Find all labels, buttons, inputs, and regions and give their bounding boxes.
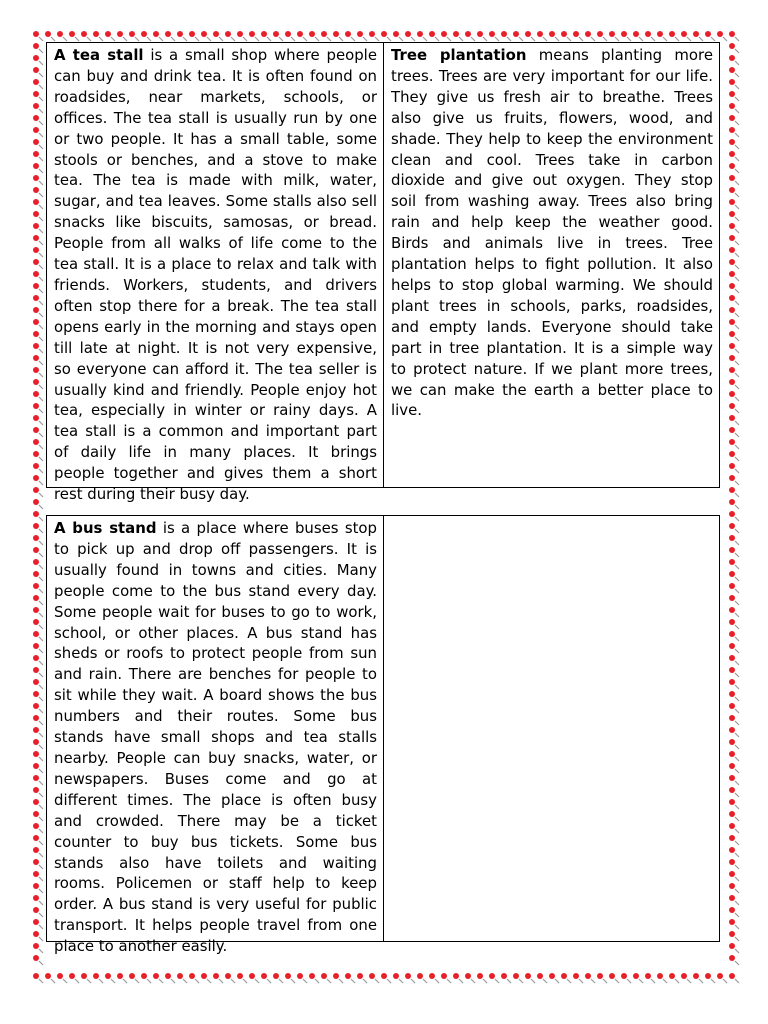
empty-cell — [383, 516, 719, 941]
top-table — [46, 42, 720, 504]
bus-stand-heading: A bus stand — [54, 519, 157, 537]
bottom-table — [46, 515, 720, 956]
tea-stall-body: is a small shop where people can buy and drink tea. It is often found on roadsides, near markets, schools, or offices. The tea stall is usually run by one or two people. It has a small table, some stools or benches, and a stove to make tea. The tea is made with milk, water, sugar, and tea leaves. Some stalls also sell snacks like biscuits, samosas, or bread. People from all walks of life come to the tea stall. It is a place to relax and talk with friends. Workers, students, and drivers often stop there for a break. The tea stall opens early in the morning and stays open till late at night. It is not very expensive, so everyone can afford it. The tea seller is usually kind and friendly. People enjoy hot tea, especially in winter or rainy days. A tea stall is a common and important part of daily life in many places. It brings people together and gives them a short rest during their busy day. — [54, 46, 377, 504]
tree-plantation-body: means planting more trees. Trees are very important for our life. They give us fresh air to breathe. Trees also give us fruits, flowers, wood, and shade. They help to keep the environment clean and cool. Trees take in carbon dioxide and give out oxygen. They stop soil from washing away. Trees also bring rain and help keep the weather good. Birds and animals live in trees. Tree plantation helps to fight pollution. It also helps to stop global warming. We should plant trees in schools, parks, roadsides, and empty lands. Everyone should take part in tree plantation. It is a simple way to protect nature. If we plant more trees, we can make the earth a better place to live. — [391, 46, 713, 420]
tea-stall-paragraph — [47, 43, 383, 504]
tree-plantation-paragraph — [383, 43, 719, 487]
bus-stand-body: is a place where buses stop to pick up and drop off passengers. It is usually found in towns and cities. Many people come to the bus stand every day. Some people wait for buses to go to work, school, or other places. A bus stand has sheds or roofs to protect people from sun and rain. There are benches for people to sit while they wait. A board shows the bus numbers and their routes. Some bus stands have small shops and tea stalls nearby. People can buy snacks, water, or newspapers. Buses come and go at different times. The place is often busy and crowded. There may be a ticket counter to buy bus tickets. Some bus stands also have toilets and waiting rooms. Policemen or staff help to keep order. A bus stand is very useful for public transport. It helps people travel from one place to another easily. — [54, 519, 377, 956]
tree-plantation-heading: Tree plantation — [391, 46, 527, 64]
tea-stall-heading: A tea stall — [54, 46, 144, 64]
bus-stand-paragraph — [47, 516, 383, 956]
